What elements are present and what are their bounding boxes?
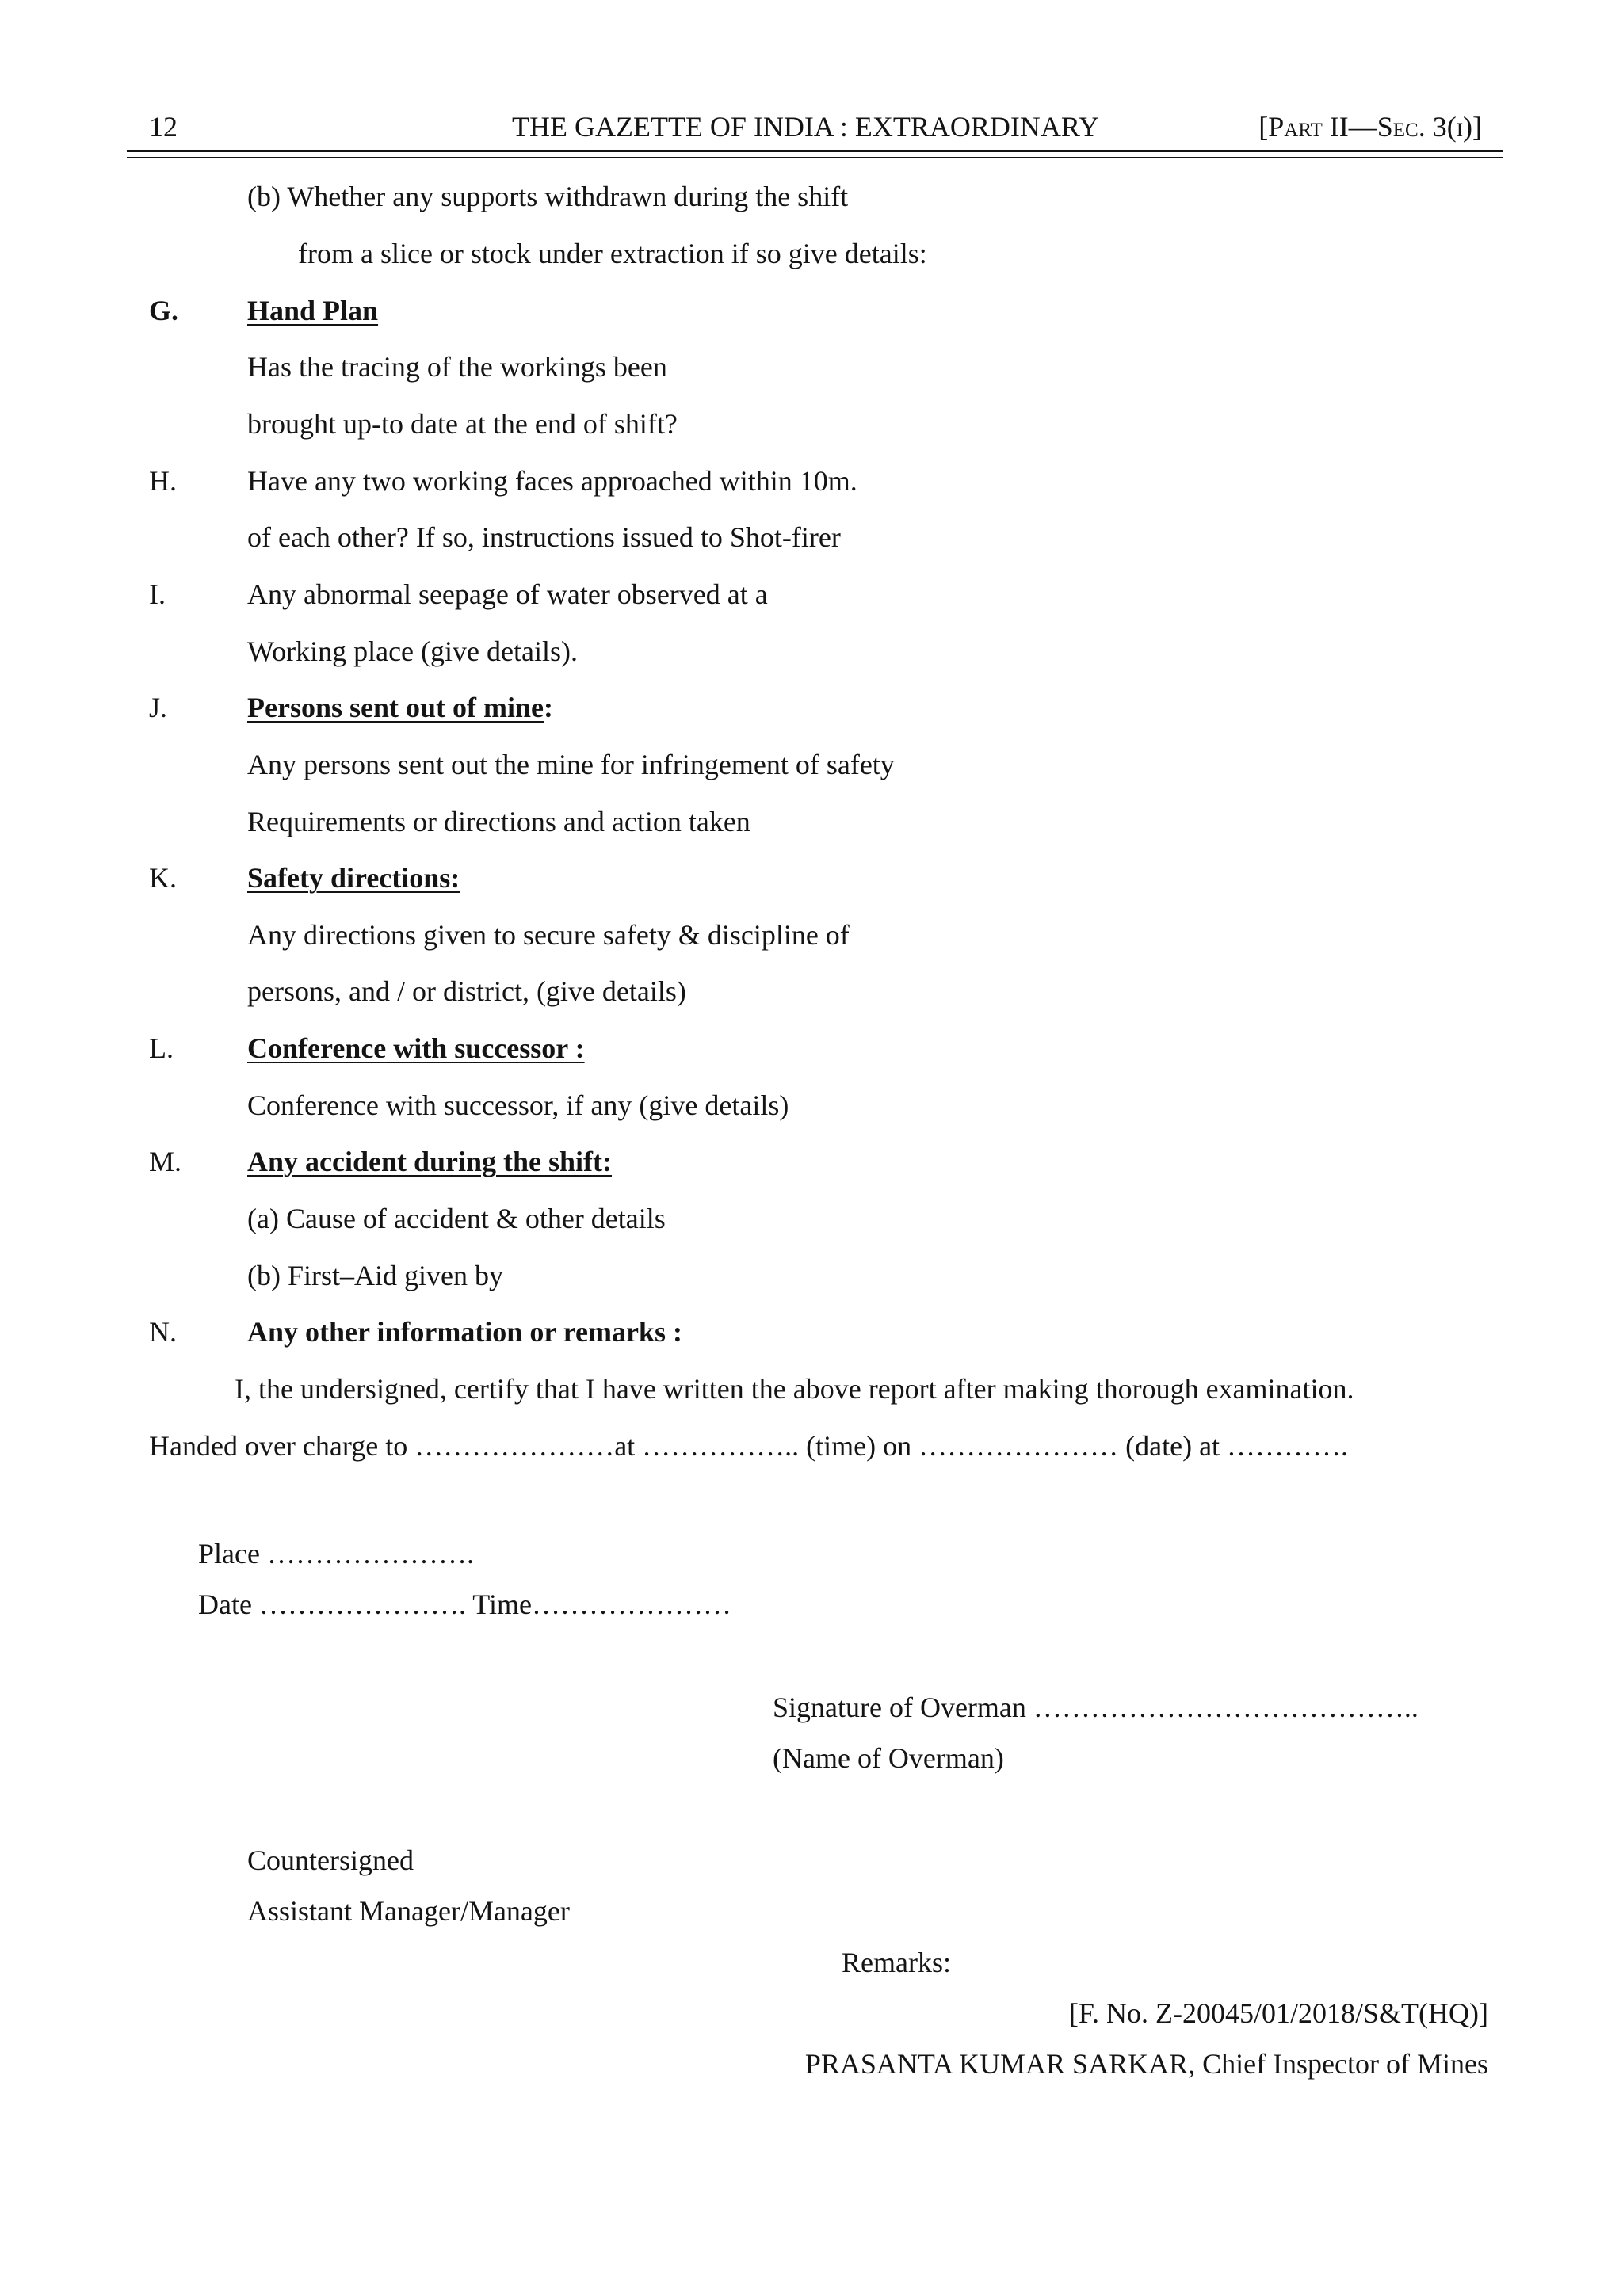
item-h-line2: of each other? If so, instructions issued to Shot-firer [247, 521, 841, 553]
name-of-overman: (Name of Overman) [773, 1742, 1004, 1774]
item-g-line2: brought up-to date at the end of shift? [247, 408, 678, 440]
item-i-line1: Any abnormal seepage of water observed at a [247, 578, 768, 610]
place-line: Place …………………. [198, 1538, 474, 1569]
page-number: 12 [149, 111, 178, 143]
certify-line2: Handed over charge to …………………at …………….. (time) on ………………… (date) at …………. [149, 1430, 1349, 1462]
item-j-heading-wrap [247, 690, 553, 725]
item-m-letter: M. [149, 1146, 182, 1177]
countersigned-label: Countersigned [247, 1844, 414, 1876]
item-l-letter: L. [149, 1032, 174, 1064]
item-g-letter: G. [149, 295, 179, 326]
gazette-title: THE GAZETTE OF INDIA : EXTRAORDINARY [512, 111, 1099, 143]
item-j-letter: J. [149, 692, 168, 723]
item-j-heading: Persons sent out of mine [247, 692, 544, 723]
item-n-letter: N. [149, 1316, 177, 1348]
item-j-line1: Any persons sent out the mine for infringement of safety [247, 749, 895, 780]
header-rule-thin [127, 157, 1503, 158]
item-k-line1: Any directions given to secure safety & discipline of [247, 919, 850, 951]
item-m-a: (a) Cause of accident & other details [247, 1203, 666, 1234]
part-section: [Part II—Sec. 3(i)] [1258, 111, 1482, 143]
file-number: [F. No. Z-20045/01/2018/S&T(HQ)] [1068, 1997, 1488, 2029]
item-h-letter: H. [149, 465, 177, 497]
item-i-letter: I. [149, 578, 166, 610]
remarks-label: Remarks: [842, 1947, 951, 1978]
item-g-line1: Has the tracing of the workings been [247, 351, 667, 383]
item-b-line2: from a slice or stock under extraction if so give details: [298, 238, 927, 269]
signatory: PRASANTA KUMAR SARKAR, Chief Inspector of Mines [804, 2048, 1488, 2080]
certify-line1: I, the undersigned, certify that I have written the above report after making thorough examination. [235, 1373, 1354, 1405]
item-j-colon: : [543, 692, 553, 723]
date-time-line: Date …………………. Time………………… [198, 1589, 732, 1620]
header-rule-thick [127, 150, 1503, 152]
item-i-line2: Working place (give details). [247, 635, 578, 667]
item-k-letter: K. [149, 862, 177, 894]
item-h-line1: Have any two working faces approached within 10m. [247, 465, 857, 497]
item-m-heading: Any accident during the shift: [247, 1146, 613, 1177]
item-k-line2: persons, and / or district, (give details) [247, 975, 686, 1007]
item-k-heading: Safety directions: [247, 862, 460, 894]
item-n-heading: Any other information or remarks : [247, 1316, 682, 1348]
item-g-heading: Hand Plan [247, 295, 379, 326]
item-m-b: (b) First–Aid given by [247, 1260, 503, 1291]
countersign-role: Assistant Manager/Manager [247, 1895, 570, 1927]
signature-overman: Signature of Overman ………………………………….. [773, 1691, 1419, 1723]
item-j-line2: Requirements or directions and action taken [247, 806, 750, 837]
item-l-line1: Conference with successor, if any (give details) [247, 1089, 789, 1121]
item-l-heading: Conference with successor : [247, 1032, 585, 1064]
item-b-line1: (b) Whether any supports withdrawn during the shift [247, 181, 849, 212]
